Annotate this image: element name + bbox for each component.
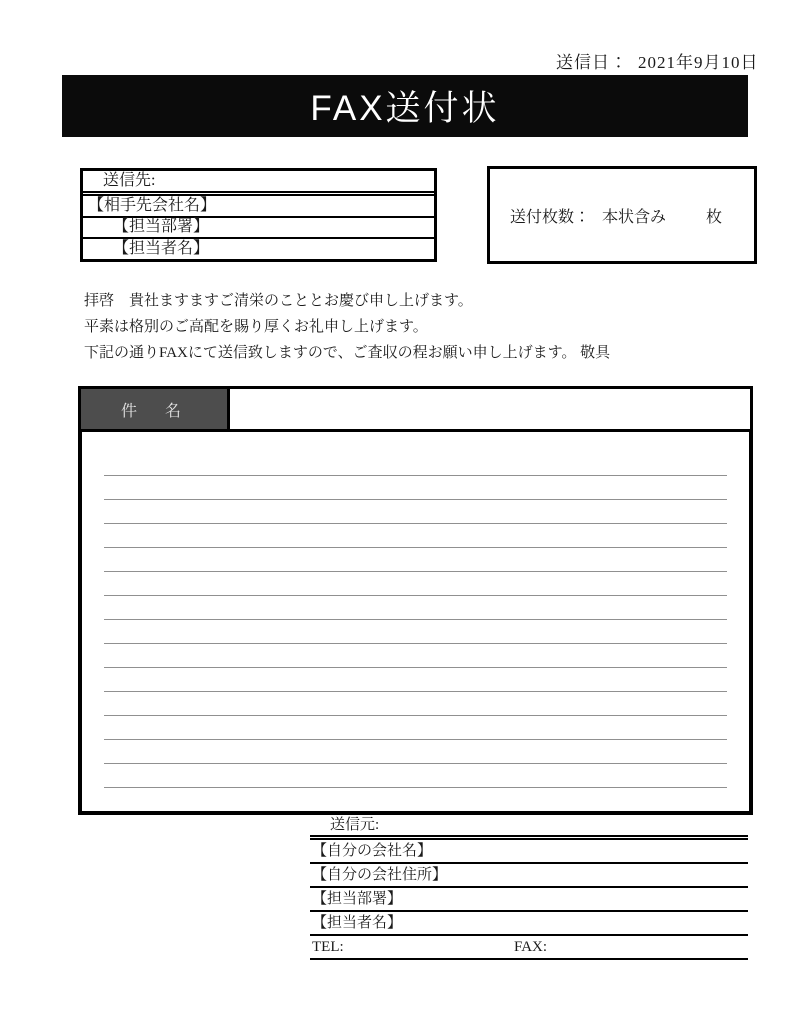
writing-line: [104, 619, 727, 620]
subject-body-writing-area: [78, 432, 753, 815]
subject-header-row: [78, 386, 753, 432]
subject-label-cell: [81, 389, 230, 429]
recipient-person-placeholder: 【担当者名】: [113, 240, 210, 258]
page-count-box: [487, 166, 757, 264]
sender-section-label: 送信元:: [330, 817, 380, 833]
sender-person-placeholder: 【担当者名】: [312, 914, 403, 931]
writing-line: [104, 667, 727, 668]
sender-section-label-row: [310, 816, 748, 840]
sender-address-row: [310, 864, 748, 888]
page-title: FAX送付状: [310, 89, 500, 128]
recipient-box: [80, 168, 437, 262]
sender-company-row: [310, 840, 748, 864]
writing-line: [104, 643, 727, 644]
recipient-person-row: [83, 239, 434, 259]
recipient-department-row: [83, 218, 434, 240]
page-count-note: 本状含み: [602, 208, 667, 226]
sent-date-line: [556, 48, 759, 73]
sender-fax-label: FAX:: [514, 938, 548, 955]
writing-line: [104, 595, 727, 596]
recipient-company-row: [83, 196, 434, 218]
writing-line: [104, 691, 727, 692]
recipient-department-placeholder: 【担当部署】: [113, 218, 210, 236]
writing-line: [104, 715, 727, 716]
writing-line: [104, 499, 727, 500]
sender-address-placeholder: 【自分の会社住所】: [312, 866, 448, 883]
recipient-section-label-row: [83, 171, 434, 196]
writing-line: [104, 571, 727, 572]
greeting-line-2: 平素は格別のご高配を賜り厚くお礼申し上げます。: [84, 319, 428, 335]
sender-department-placeholder: 【担当部署】: [312, 890, 403, 907]
writing-line: [104, 763, 727, 764]
sent-date-label: 送信日：: [556, 53, 628, 72]
writing-line: [104, 475, 727, 476]
subject-value-cell: [230, 389, 750, 429]
sender-tel-label: TEL:: [312, 938, 344, 955]
sender-block: [310, 816, 748, 960]
sender-person-row: [310, 912, 748, 936]
sender-company-placeholder: 【自分の会社名】: [312, 842, 433, 859]
writing-line: [104, 739, 727, 740]
writing-line: [104, 787, 727, 788]
writing-line: [104, 547, 727, 548]
greeting-line-3: 下記の通りFAXにて送信致しますので、ご査収の程お願い申し上げます。 敬具: [84, 345, 611, 361]
recipient-section-label: 送信先:: [103, 171, 156, 189]
title-banner: [62, 75, 748, 137]
sender-department-row: [310, 888, 748, 912]
page-count-unit: 枚: [705, 208, 722, 226]
recipient-company-placeholder: 【相手先会社名】: [88, 196, 217, 214]
greeting-line-1: 拝啓 貴社ますますご清栄のこととお慶び申し上げます。: [84, 293, 473, 309]
sent-date-value: 2021年9月10日: [638, 53, 759, 72]
subject-table: [78, 386, 753, 815]
greeting-paragraph: [84, 288, 610, 366]
subject-label: 件 名: [120, 402, 187, 420]
page-count-label: 送付枚数：: [510, 208, 591, 226]
writing-line: [104, 523, 727, 524]
sender-tel-fax-row: [310, 936, 748, 960]
